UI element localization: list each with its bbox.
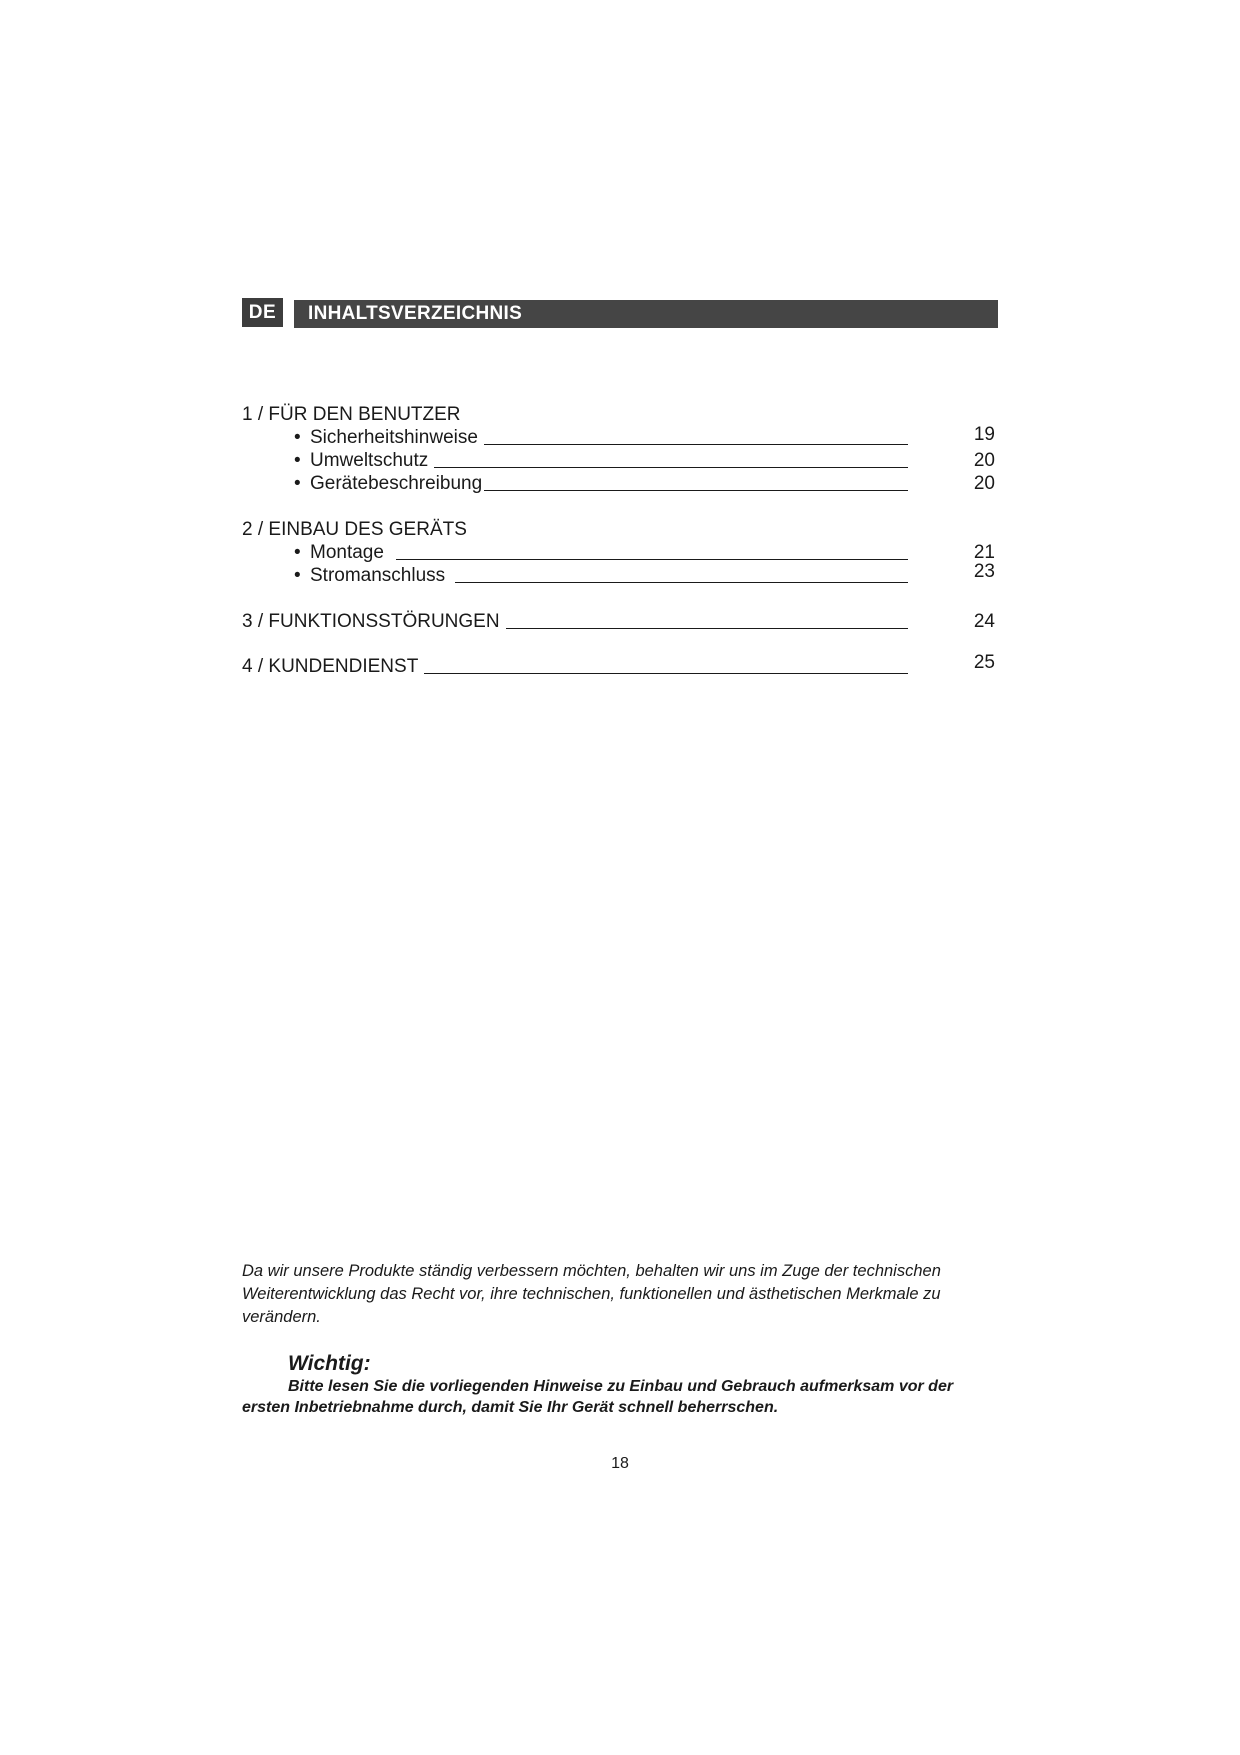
important-title: Wichtig: (288, 1352, 371, 1375)
toc-entry-montage[interactable] (294, 542, 908, 564)
improvement-notice: Da wir unsere Produkte ständig verbessern möchten, behalten wir uns im Zuge der technischen Weiterentwicklung das Recht vor, ihre technischen, funktionellen und ästhetischen Merkmale zu verändern. (242, 1262, 941, 1326)
bullet-icon: • (294, 473, 301, 494)
toc-entry-label: Gerätebeschreibung (310, 473, 483, 494)
toc-entry-label: Umweltschutz (310, 450, 429, 471)
leader-line (424, 673, 908, 674)
toc-entry-label: Montage (310, 542, 384, 563)
toc-page-number: 21 (973, 542, 995, 563)
toc-page-number: 24 (973, 611, 995, 632)
leader-line (484, 444, 908, 445)
bullet-icon: • (294, 427, 301, 448)
page-title: INHALTSVERZEICHNIS (308, 303, 523, 324)
bullet-icon: • (294, 565, 301, 586)
toc-entry-label: Sicherheitshinweise (310, 427, 478, 448)
toc-page-number: 19 (973, 424, 995, 445)
toc-page-number: 20 (973, 473, 995, 494)
toc-entry-label: Stromanschluss (310, 565, 446, 586)
toc-section-3-heading: 3 / FUNKTIONSSTÖRUNGEN (242, 611, 500, 632)
leader-line (396, 559, 908, 560)
toc-entry-kundendienst[interactable] (242, 656, 908, 678)
toc-page-number: 20 (973, 450, 995, 471)
leader-line (434, 467, 908, 468)
toc-entry-stromanschluss[interactable] (294, 565, 908, 587)
footer-page-number: 18 (611, 1455, 629, 1472)
toc-entry-funktionsstoerungen[interactable] (242, 611, 908, 633)
toc-entry-umweltschutz[interactable] (294, 450, 908, 472)
toc-section-1-heading: 1 / FÜR DEN BENUTZER (242, 404, 461, 425)
toc-entry-sicherheitshinweise[interactable] (294, 427, 908, 449)
language-badge: DE (242, 298, 283, 327)
bullet-icon: • (294, 450, 301, 471)
title-bar (294, 300, 998, 328)
bullet-icon: • (294, 542, 301, 563)
leader-line (455, 582, 908, 583)
leader-line (484, 490, 908, 491)
toc-section-2-heading: 2 / EINBAU DES GERÄTS (242, 519, 467, 540)
leader-line (506, 628, 908, 629)
toc-page-number: 23 (973, 561, 995, 582)
toc-entry-geraetebeschreibung[interactable] (294, 473, 908, 495)
toc-section-4-heading: 4 / KUNDENDIENST (242, 656, 419, 677)
toc-page-number: 25 (973, 652, 995, 673)
important-text: Bitte lesen Sie die vorliegenden Hinweise zu Einbau und Gebrauch aufmerksam vor der ersten Inbetriebnahme durch, damit Sie Ihr Gerät schnell beherrschen. (242, 1378, 954, 1416)
